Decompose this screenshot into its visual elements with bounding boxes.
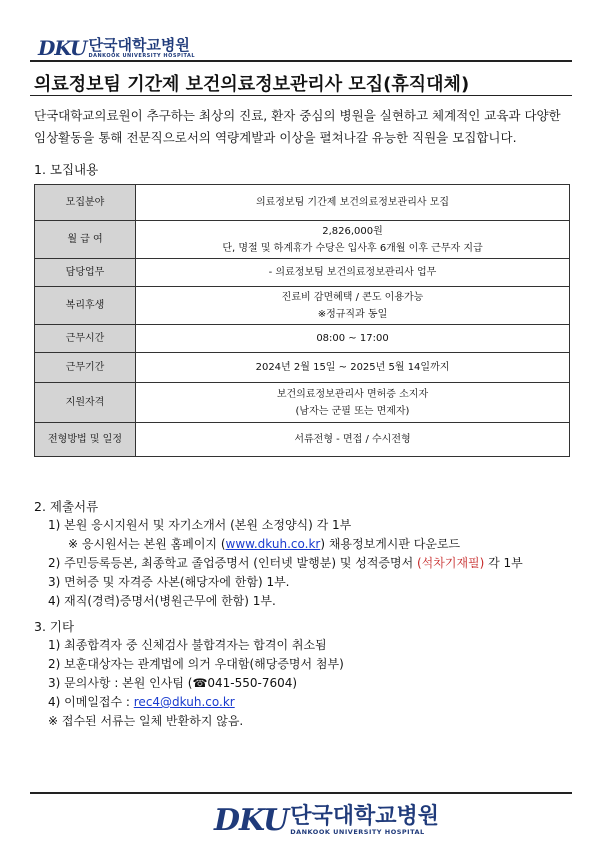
row-value <box>136 383 570 423</box>
section-heading-other: 3. 기타 <box>34 619 75 634</box>
value-line: 2,826,000원 <box>322 225 383 237</box>
list-item: 3) 문의사항 : 본원 인사팀 (☎041-550-7604) <box>48 676 298 690</box>
table-row <box>35 383 570 423</box>
hospital-name-ko: 단국대학교병원 <box>290 803 439 829</box>
value-line: 서류전형 - 면접 / 수시전형 <box>294 434 411 445</box>
list-item: ※ 접수된 서류는 일체 반환하지 않음. <box>48 714 244 728</box>
section-heading-documents: 2. 제출서류 <box>34 499 99 514</box>
homepage-link[interactable]: www.dkuh.co.kr <box>225 537 321 551</box>
dku-logo-mark: DKU <box>38 36 87 60</box>
row-value <box>136 423 570 457</box>
table-row <box>35 287 570 325</box>
recruitment-table <box>34 184 570 457</box>
value-line: (남자는 군필 또는 면제자) <box>295 405 410 417</box>
row-value <box>136 185 570 221</box>
intro-paragraph: 단국대학교의료원이 추구하는 최상의 진료, 환자 중심의 병원을 실현하고 체계적인 교육과 다양한 임상활동을 통해 전문직으로서의 역량계발과 이상을 펼쳐나갈 유능한 직원을 모집합니다. <box>34 108 561 145</box>
hospital-name-en: DANKOOK UNIVERSITY HOSPITAL <box>88 52 196 59</box>
list-item: 2) 보훈대상자는 관계법에 의거 우대함(해당증명서 첨부) <box>48 657 344 671</box>
row-value <box>136 259 570 287</box>
table-row <box>35 325 570 353</box>
table-row <box>35 221 570 259</box>
value-line: 08:00 ~ 17:00 <box>316 333 389 344</box>
hospital-name-en: DANKOOK UNIVERSITY HOSPITAL <box>290 827 425 836</box>
row-label: 모집분야 <box>35 185 136 221</box>
list-item: 4) 재직(경력)증명서(병원근무에 한함) 1부. <box>48 594 276 608</box>
list-item: 2) 주민등록등본, 최종학교 졸업증명서 (인터넷 발행분) 및 성적증명서 (석차기재필) 각 1부 <box>48 556 523 570</box>
table-row <box>35 353 570 383</box>
row-label: 담당업무 <box>35 259 136 287</box>
row-label: 근무기간 <box>35 353 136 383</box>
section-heading-recruitment: 1. 모집내용 <box>34 162 99 177</box>
dku-logo-mark: DKU <box>214 803 289 838</box>
row-label: 전형방법 및 일정 <box>35 423 136 457</box>
row-value <box>136 353 570 383</box>
hospital-logo-bottom <box>214 803 439 838</box>
row-label: 지원자격 <box>35 383 136 423</box>
list-item: 4) 이메일접수 : rec4@dkuh.co.kr <box>48 695 235 709</box>
value-line: 진료비 감면혜택 / 콘도 이용가능 <box>281 291 424 303</box>
row-label: 복리후생 <box>35 287 136 325</box>
value-line: ※정규직과 동일 <box>317 308 388 320</box>
value-line: 보건의료정보관리사 면허증 소지자 <box>276 388 429 400</box>
other-list <box>34 636 574 731</box>
row-value <box>136 287 570 325</box>
row-label: 근무시간 <box>35 325 136 353</box>
page-title: 의료정보팀 기간제 보건의료정보관리사 모집(휴직대체) <box>34 74 470 95</box>
row-value <box>136 325 570 353</box>
header-rule <box>30 60 572 62</box>
emphasis-text: (석차기재필) <box>417 556 485 570</box>
title-rule <box>30 95 572 96</box>
documents-list <box>34 516 574 611</box>
row-label: 월 급 여 <box>35 221 136 259</box>
row-value <box>136 221 570 259</box>
value-line: - 의료정보팀 보건의료정보관리사 업무 <box>268 267 437 278</box>
list-item: 1) 본원 응시지원서 및 자기소개서 (본원 소정양식) 각 1부 <box>48 518 352 532</box>
list-item: 1) 최종합격자 중 신체검사 불합격자는 합격이 취소됨 <box>48 638 327 652</box>
table-row <box>35 259 570 287</box>
table-row <box>35 423 570 457</box>
value-line: 2024년 2월 15일 ~ 2025년 5월 14일까지 <box>255 362 450 373</box>
email-link[interactable]: rec4@dkuh.co.kr <box>133 695 235 709</box>
hospital-name-ko: 단국대학교병원 <box>88 35 190 54</box>
table-row <box>35 185 570 221</box>
value-line: 의료정보팀 기간제 보건의료정보관리사 모집 <box>255 197 450 208</box>
list-item: 3) 면허증 및 자격증 사본(해당자에 한함) 1부. <box>48 575 290 589</box>
hospital-logo-top <box>38 36 195 60</box>
value-line: 단, 명절 및 하계휴가 수당은 입사후 6개월 이후 근무자 지급 <box>222 242 483 254</box>
footer-rule <box>30 792 572 794</box>
list-item: ※ 응시원서는 본원 홈페이지 (www.dkuh.co.kr) 채용정보게시판 다운로드 <box>68 537 461 551</box>
